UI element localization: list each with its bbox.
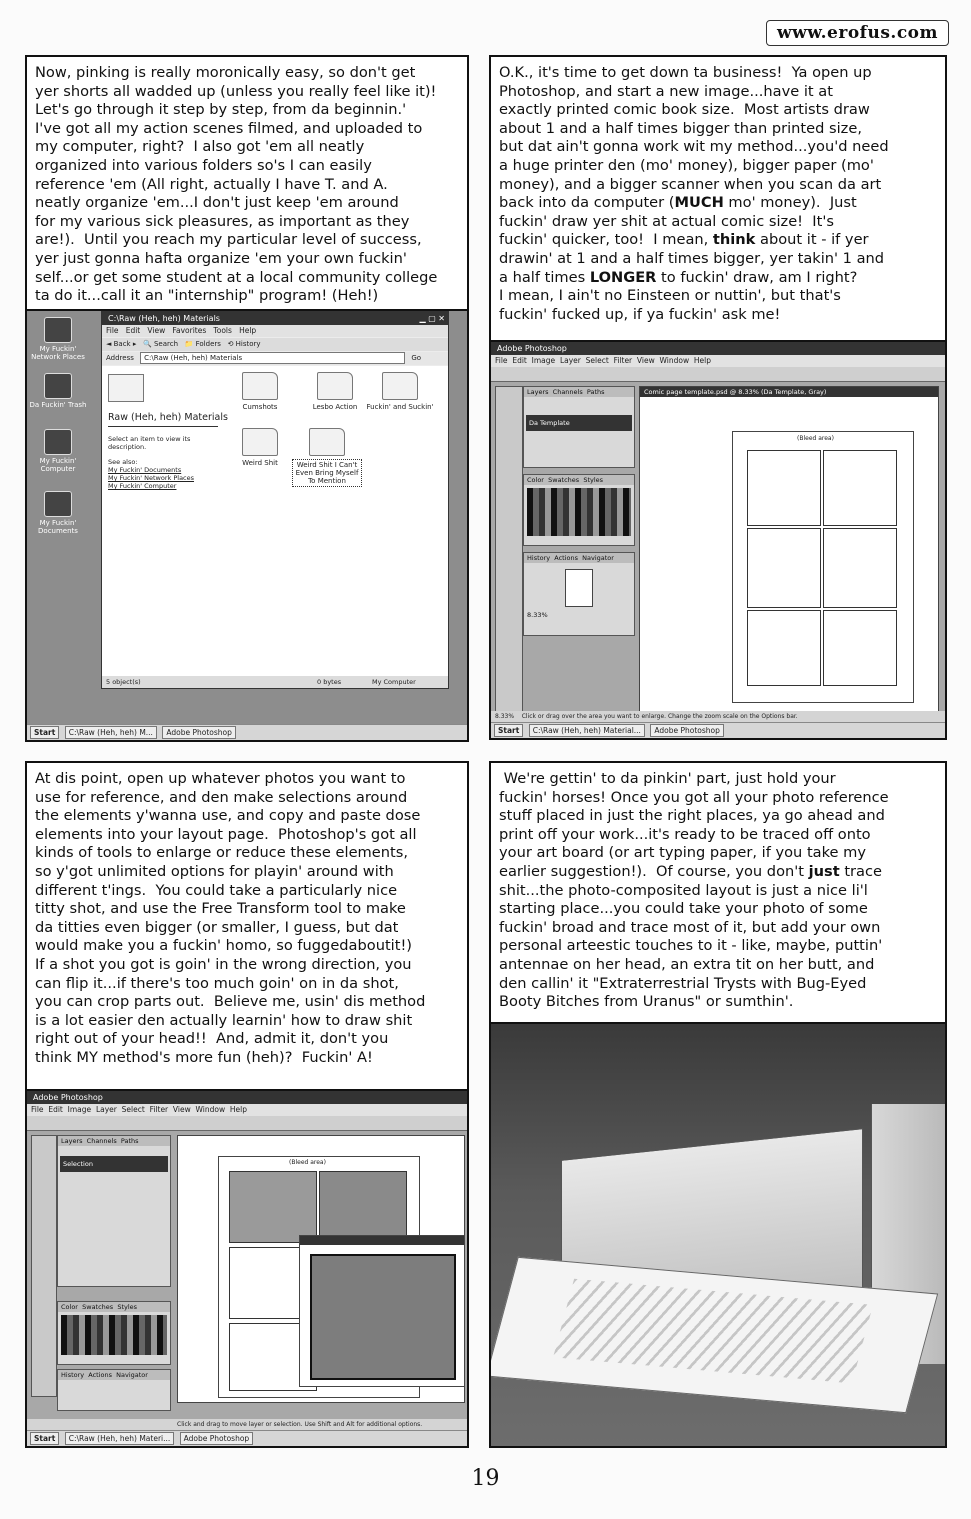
layers-palette [523, 386, 635, 468]
layers-palette [57, 1135, 171, 1287]
caption-panel-1: Now, pinking is really moronically easy, so don't get yer shorts all wadded up (unless you really feel like it)! Let's go through it step by step, from da beginnin.' I've got all my action scenes filmed, and uploaded to my computer, right? I also got 'em all neatly organized into various folders so's I can easily reference 'em (All right, actually I have T. and A. neatly organize 'em...I don't just keep 'em around for my various sick pleasures, as important as they are!). Until you reach my particular level of success, yer just gonna hafta organize 'em your own fuckin' self...or get some student at a local community college ta do it...call it an "internship" program! (Heh!) [25, 55, 469, 311]
explorer-status-bar [102, 676, 448, 688]
watermark: www.erofus.com [766, 20, 949, 46]
folder-info-pane [108, 374, 228, 490]
status-hint: Click or drag over the area you want to enlarge. Change the zoom scale on the Options bar. [521, 713, 798, 720]
template-document [639, 386, 939, 718]
tab-swatches[interactable]: Swatches [82, 1303, 114, 1311]
see-also-link[interactable]: My Fuckin' Documents [108, 466, 182, 474]
navigator-palette [523, 552, 635, 636]
folder-hint: Select an item to view its description. [108, 435, 191, 451]
template-cell [823, 610, 897, 686]
tab-layers[interactable]: Layers [527, 388, 549, 396]
status-bytes: 0 bytes [317, 678, 342, 686]
tab-styles[interactable]: Styles [583, 476, 604, 484]
menu-edit[interactable]: Edit [125, 326, 141, 335]
caption-panel-2: O.K., it's time to get down ta business! Ya open up Photoshop, and start a new image...have it at exactly printed comic book size. Most artists draw about 1 and a half times bigger than printed size, but dat ain't gonna work wit my method...you'd need a huge printer den (mo' money), bigger paper (mo' money), and a bigger scanner when you scan da art back into da computer (MUCH mo' money). Just fuckin' draw yer shit at actual comic size! It's fuckin' quicker, too! I mean, think about it - if yer drawin' at 1 and a half times bigger, yer takin' 1 and a half times LONGER to fuckin' draw, am I right? I mean, I ain't no Einsteen or nuttin', but that's fuckin' fucked up, if ya fuckin' ask me! [489, 55, 947, 342]
address-bar [102, 352, 448, 365]
reference-photo-window [299, 1235, 465, 1387]
folder-item[interactable] [365, 372, 435, 411]
folder-icon [382, 372, 418, 400]
menu-view[interactable]: View [636, 356, 655, 365]
see-also-label: See also: [108, 458, 138, 466]
taskbar-explorer[interactable]: C:\Raw (Heh, heh) Materi... [65, 1432, 175, 1445]
menu-window[interactable]: Window [195, 1105, 226, 1114]
start-button[interactable]: Start [30, 726, 59, 739]
desktop-icon-network[interactable] [27, 317, 89, 361]
explorer-menu-bar [102, 325, 448, 337]
menu-layer[interactable]: Layer [95, 1105, 117, 1114]
folder-big-icon [108, 374, 144, 402]
swatches-palette [57, 1301, 171, 1365]
options-bar [491, 367, 945, 382]
menu-filter[interactable]: Filter [149, 1105, 169, 1114]
folder-label: Fuckin' and Suckin' [366, 403, 434, 411]
desktop-icon-documents[interactable] [27, 491, 89, 535]
menu-file[interactable]: File [31, 1105, 44, 1114]
tab-paths[interactable]: Paths [586, 388, 605, 396]
photoshop-title-bar [27, 1091, 467, 1104]
desktop-icon-label: My Fuckin' Documents [38, 519, 78, 535]
menu-image[interactable]: Image [531, 356, 556, 365]
reference-photo [310, 1254, 456, 1380]
photoshop-title-bar [491, 342, 945, 355]
explorer-toolbar: ◄ Back ▸ 🔍 Search 📁 Folders ⟲ History [102, 338, 448, 351]
folder-label: Cumshots [242, 403, 278, 411]
tab-styles[interactable]: Styles [117, 1303, 138, 1311]
tab-history[interactable]: History [61, 1371, 85, 1379]
status-hint: Click and drag to move layer or selection. Use Shift and Alt for additional options. [177, 1421, 423, 1428]
tab-paths[interactable]: Paths [120, 1137, 139, 1145]
window-controls[interactable]: ▁ ▢ ✕ [419, 314, 445, 323]
page-number: 19 [471, 1466, 500, 1491]
tab-actions[interactable]: Actions [554, 554, 579, 562]
folder-icon [317, 372, 353, 400]
start-button[interactable]: Start [30, 1432, 59, 1445]
tab-color[interactable]: Color [527, 476, 544, 484]
swatch-grid[interactable] [527, 488, 631, 536]
toolbox[interactable] [495, 386, 523, 718]
menu-filter[interactable]: Filter [613, 356, 633, 365]
reference-window-title [300, 1236, 464, 1245]
explorer-content [102, 366, 448, 676]
swatches-palette [523, 474, 635, 546]
desktop-icon-label: My Fuckin' Network Places [31, 345, 85, 361]
menu-help[interactable]: Help [229, 1105, 247, 1114]
folder-icon [309, 428, 345, 456]
taskbar-photoshop[interactable]: Adobe Photoshop [650, 724, 724, 737]
photoshop-compositing-panel [25, 1089, 469, 1448]
documents-icon [44, 491, 72, 517]
menu-layer[interactable]: Layer [559, 356, 581, 365]
menu-file[interactable]: File [495, 356, 508, 365]
tab-actions[interactable]: Actions [88, 1371, 113, 1379]
folder-item[interactable] [225, 372, 295, 411]
navigator-zoom[interactable]: 8.33% [527, 611, 548, 619]
menu-view[interactable]: View [172, 1105, 191, 1114]
bleed-label: (Bleed area) [797, 435, 834, 442]
desktop-icon-label: Da Fuckin' Trash [29, 401, 87, 409]
explorer-screenshot-panel [25, 309, 469, 742]
template-page [732, 431, 914, 703]
taskbar [27, 1430, 467, 1446]
menu-help[interactable]: Help [693, 356, 711, 365]
desktop-icon-computer[interactable] [27, 429, 89, 473]
explorer-title-bar [102, 312, 448, 325]
navigator-palette [57, 1369, 171, 1411]
caption-panel-4: We're gettin' to da pinkin' part, just hold your fuckin' horses! Once you got all your photo reference stuff placed in just the right places, ya go ahead and print off your work...it's ready to be traced off onto your art board (or art typing paper, if you take my earlier suggestion!). Of course, you don't just trace shit...the photo-composited layout is just a nice li'l starting place...you could take your photo of some fuckin' broad and trace most of it, but add your own personal arteestic touches to it - like, maybe, puttin' antennae on her head, an extra tit on her butt, and den callin' it "Extraterrestrial Trysts with Bug-Eyed Booty Bitches from Uranus" or sumthin'. [489, 761, 947, 1024]
folder-label: Lesbo Action [312, 403, 358, 411]
window-title: C:\Raw (Heh, heh) Materials [108, 314, 220, 323]
trash-icon [44, 373, 72, 399]
menu-help[interactable]: Help [239, 326, 257, 335]
desktop-icon-label: My Fuckin' Computer [39, 457, 77, 473]
toolbox[interactable] [31, 1135, 57, 1397]
window-title: Adobe Photoshop [33, 1093, 103, 1102]
printed-sketch [553, 1279, 873, 1384]
menu-view[interactable]: View [147, 326, 166, 335]
taskbar-photoshop[interactable]: Adobe Photoshop [162, 726, 236, 739]
tab-history[interactable]: History [527, 554, 551, 562]
address-label: Address [106, 354, 134, 362]
tab-channels[interactable]: Channels [552, 388, 583, 396]
document-title: Comic page template.psd @ 8.33% (Da Template, Gray) [640, 387, 938, 397]
template-cell [823, 528, 897, 608]
bleed-label: (Bleed area) [289, 1159, 326, 1166]
swatch-grid[interactable] [61, 1315, 167, 1355]
layer-name: Selection [63, 1160, 93, 1168]
layout-cell-art [229, 1171, 317, 1243]
template-cell [747, 450, 821, 526]
taskbar-explorer[interactable]: C:\Raw (Heh, heh) M... [65, 726, 157, 739]
tab-navigator[interactable]: Navigator [116, 1371, 148, 1379]
tab-color[interactable]: Color [61, 1303, 78, 1311]
taskbar [491, 722, 945, 738]
computer-icon [44, 429, 72, 455]
menu-edit[interactable]: Edit [48, 1105, 63, 1114]
folder-item[interactable] [300, 372, 370, 411]
desktop-icon-trash[interactable] [27, 373, 89, 409]
status-zoom: 8.33% [495, 713, 515, 720]
menu-image[interactable]: Image [67, 1105, 92, 1114]
folder-icon [242, 428, 278, 456]
tab-swatches[interactable]: Swatches [548, 476, 580, 484]
menu-edit[interactable]: Edit [512, 356, 527, 365]
status-location: My Computer [372, 678, 416, 686]
folder-label: Weird Shit I Can't Even Bring Myself To Mention [292, 459, 362, 487]
window-title: Adobe Photoshop [497, 344, 567, 353]
folder-heading: Raw (Heh, heh) Materials [108, 412, 228, 423]
menu-window[interactable]: Window [659, 356, 690, 365]
status-objects: 5 object(s) [106, 678, 141, 686]
photoshop-menu-bar [27, 1104, 467, 1116]
taskbar-explorer[interactable]: C:\Raw (Heh, heh) Material... [529, 724, 645, 737]
tab-channels[interactable]: Channels [86, 1137, 117, 1145]
template-cell [747, 528, 821, 608]
tab-layers[interactable]: Layers [61, 1137, 83, 1145]
folder-item-selected[interactable] [292, 428, 362, 487]
taskbar-photoshop[interactable]: Adobe Photoshop [180, 1432, 254, 1445]
address-input[interactable]: C:\Raw (Heh, heh) Materials [140, 352, 405, 364]
options-bar [27, 1116, 467, 1131]
menu-favorites[interactable]: Favorites [172, 326, 207, 335]
explorer-window [101, 311, 449, 689]
layer-row[interactable] [526, 415, 632, 431]
see-also-link[interactable]: My Fuckin' Computer [108, 482, 177, 490]
menu-tools[interactable]: Tools [213, 326, 232, 335]
navigator-thumbnail [565, 569, 593, 607]
menu-select[interactable]: Select [585, 356, 609, 365]
photoshop-template-panel [489, 340, 947, 740]
layer-row[interactable] [60, 1156, 168, 1172]
tab-navigator[interactable]: Navigator [582, 554, 614, 562]
template-cell [823, 450, 897, 526]
layout-cell-art [319, 1171, 407, 1243]
printer-photo-panel [489, 1022, 947, 1448]
start-button[interactable]: Start [494, 724, 523, 737]
template-cell [747, 610, 821, 686]
see-also-link[interactable]: My Fuckin' Network Places [108, 474, 195, 482]
caption-panel-3: At dis point, open up whatever photos you want to use for reference, and den make selections around the elements y'wanna use, and copy and paste dose elements into your layout page. Photoshop's got all kinds of tools to enlarge or reduce these elements, so y'got unlimited options for playin' around with different t'ings. You could take a particularly nice titty shot, and use the Free Transform tool to make da titties even bigger (or smaller, I guess, but dat would make you a fuckin' homo, so fuggedaboutit!) If a shot you got is goin' in the wrong direction, you can flip it...if there's too much goin' on in da shot, you can crop parts out. Believe me, usin' dis method is a lot easier den actually learnin' how to draw shit right out of your head!! And, admit it, don't you think MY method's more fun (heh)? Fuckin' A! [25, 761, 469, 1091]
taskbar [27, 724, 467, 740]
photoshop-menu-bar [491, 355, 945, 367]
folder-icon [242, 372, 278, 400]
folder-label: Weird Shit [242, 459, 278, 467]
layer-name: Da Template [529, 419, 570, 427]
folder-item[interactable] [225, 428, 295, 467]
network-places-icon [44, 317, 72, 343]
menu-select[interactable]: Select [121, 1105, 145, 1114]
menu-file[interactable]: File [106, 326, 119, 335]
go-button[interactable]: Go [411, 354, 422, 362]
